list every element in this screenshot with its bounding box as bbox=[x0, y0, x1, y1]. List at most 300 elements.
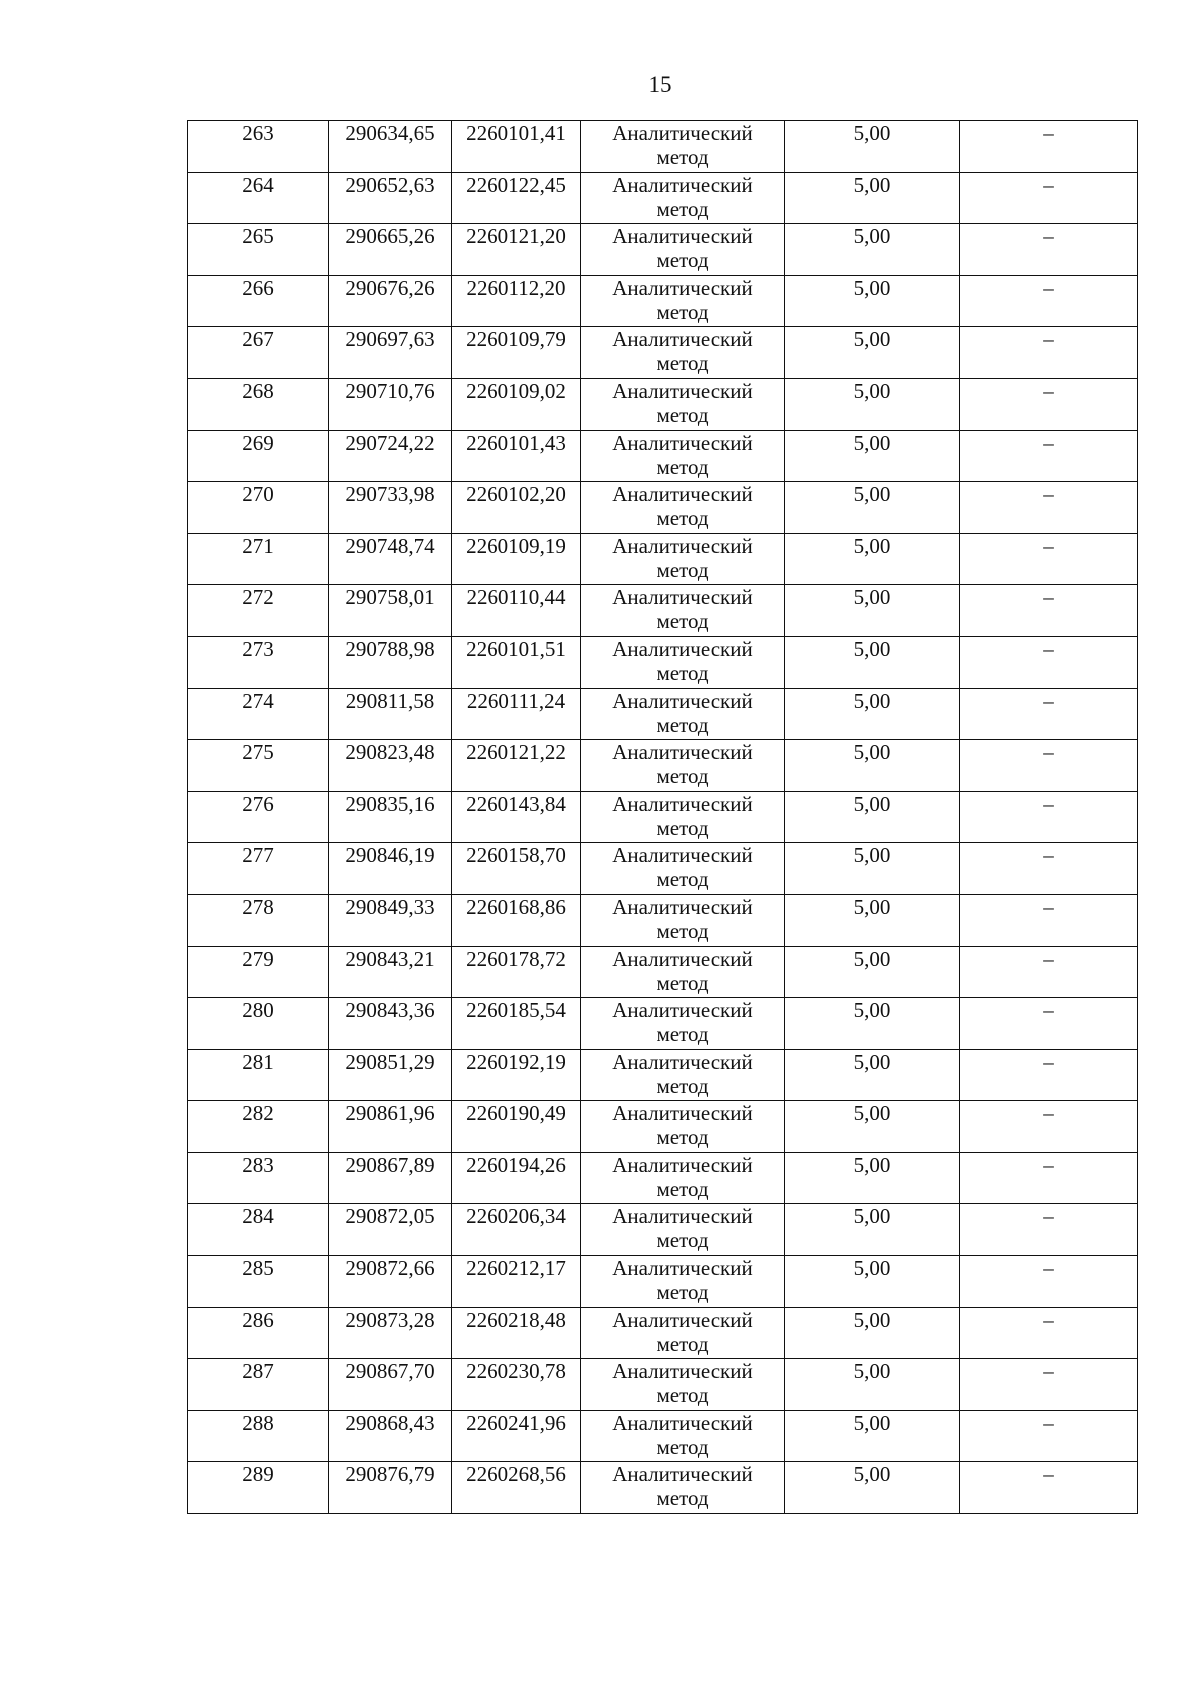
method-cell-text: Аналитический метод bbox=[612, 378, 753, 427]
table-row bbox=[188, 688, 1138, 740]
x-coordinate-cell-text: 290710,76 bbox=[345, 378, 435, 403]
x-coordinate-cell bbox=[329, 1049, 452, 1101]
extra-cell bbox=[960, 636, 1138, 688]
table-row bbox=[188, 482, 1138, 534]
extra-cell bbox=[960, 740, 1138, 792]
extra-cell bbox=[960, 275, 1138, 327]
accuracy-cell bbox=[785, 224, 960, 276]
x-coordinate-cell bbox=[329, 1152, 452, 1204]
point-number-cell bbox=[188, 1410, 329, 1462]
extra-cell bbox=[960, 791, 1138, 843]
accuracy-cell bbox=[785, 688, 960, 740]
y-coordinate-cell-text: 2260101,43 bbox=[466, 430, 566, 455]
extra-cell-text: – bbox=[1043, 894, 1054, 919]
extra-cell-text: – bbox=[1043, 1410, 1054, 1435]
y-coordinate-cell bbox=[452, 378, 581, 430]
method-cell bbox=[581, 1204, 785, 1256]
extra-cell bbox=[960, 1410, 1138, 1462]
method-cell bbox=[581, 740, 785, 792]
method-cell-text: Аналитический метод bbox=[612, 894, 753, 943]
extra-cell-text: – bbox=[1043, 791, 1054, 816]
accuracy-cell bbox=[785, 533, 960, 585]
accuracy-cell bbox=[785, 1152, 960, 1204]
accuracy-cell-text: 5,00 bbox=[853, 1462, 891, 1487]
point-number-cell bbox=[188, 1462, 329, 1514]
method-cell bbox=[581, 636, 785, 688]
accuracy-cell-text: 5,00 bbox=[853, 843, 891, 868]
method-cell bbox=[581, 1462, 785, 1514]
accuracy-cell-text: 5,00 bbox=[853, 327, 891, 352]
table-row bbox=[188, 843, 1138, 895]
table-row bbox=[188, 1462, 1138, 1514]
point-number-cell bbox=[188, 533, 329, 585]
y-coordinate-cell-text: 2260109,19 bbox=[466, 533, 566, 558]
y-coordinate-cell bbox=[452, 430, 581, 482]
point-number-cell bbox=[188, 1204, 329, 1256]
table-row bbox=[188, 636, 1138, 688]
accuracy-cell bbox=[785, 1204, 960, 1256]
table-row bbox=[188, 894, 1138, 946]
x-coordinate-cell-text: 290851,29 bbox=[345, 1049, 435, 1074]
method-cell bbox=[581, 946, 785, 998]
extra-cell-text: – bbox=[1043, 1256, 1054, 1281]
y-coordinate-cell bbox=[452, 740, 581, 792]
x-coordinate-cell-text: 290861,96 bbox=[345, 1101, 435, 1126]
table-row bbox=[188, 533, 1138, 585]
extra-cell-text: – bbox=[1043, 533, 1054, 558]
x-coordinate-cell-text: 290867,70 bbox=[345, 1359, 435, 1384]
accuracy-cell-text: 5,00 bbox=[853, 946, 891, 971]
method-cell bbox=[581, 482, 785, 534]
y-coordinate-cell bbox=[452, 791, 581, 843]
method-cell-text: Аналитический метод bbox=[612, 585, 753, 634]
coordinates-table bbox=[187, 120, 1138, 1514]
method-cell bbox=[581, 1359, 785, 1411]
y-coordinate-cell bbox=[452, 1101, 581, 1153]
x-coordinate-cell-text: 290872,05 bbox=[345, 1204, 435, 1229]
method-cell bbox=[581, 430, 785, 482]
y-coordinate-cell bbox=[452, 894, 581, 946]
method-cell bbox=[581, 843, 785, 895]
y-coordinate-cell bbox=[452, 1152, 581, 1204]
x-coordinate-cell-text: 290758,01 bbox=[345, 585, 435, 610]
y-coordinate-cell-text: 2260109,79 bbox=[466, 327, 566, 352]
y-coordinate-cell-text: 2260168,86 bbox=[466, 894, 566, 919]
method-cell-text: Аналитический метод bbox=[612, 946, 753, 995]
method-cell-text: Аналитический метод bbox=[612, 1152, 753, 1201]
y-coordinate-cell bbox=[452, 275, 581, 327]
x-coordinate-cell bbox=[329, 172, 452, 224]
point-number-cell bbox=[188, 1152, 329, 1204]
x-coordinate-cell bbox=[329, 275, 452, 327]
method-cell-text: Аналитический метод bbox=[612, 1462, 753, 1511]
x-coordinate-cell bbox=[329, 1307, 452, 1359]
method-cell-text: Аналитический метод bbox=[612, 1049, 753, 1098]
accuracy-cell-text: 5,00 bbox=[853, 791, 891, 816]
method-cell-text: Аналитический метод bbox=[612, 791, 753, 840]
accuracy-cell bbox=[785, 636, 960, 688]
point-number-cell-text: 283 bbox=[242, 1152, 274, 1177]
extra-cell-text: – bbox=[1043, 121, 1054, 145]
x-coordinate-cell-text: 290876,79 bbox=[345, 1462, 435, 1487]
point-number-cell bbox=[188, 1359, 329, 1411]
x-coordinate-cell bbox=[329, 1462, 452, 1514]
method-cell bbox=[581, 378, 785, 430]
y-coordinate-cell bbox=[452, 946, 581, 998]
y-coordinate-cell-text: 2260158,70 bbox=[466, 843, 566, 868]
method-cell bbox=[581, 121, 785, 173]
y-coordinate-cell bbox=[452, 998, 581, 1050]
method-cell bbox=[581, 275, 785, 327]
extra-cell bbox=[960, 843, 1138, 895]
accuracy-cell-text: 5,00 bbox=[853, 585, 891, 610]
x-coordinate-cell bbox=[329, 1410, 452, 1462]
x-coordinate-cell-text: 290867,89 bbox=[345, 1152, 435, 1177]
y-coordinate-cell bbox=[452, 843, 581, 895]
x-coordinate-cell-text: 290665,26 bbox=[345, 224, 435, 249]
x-coordinate-cell-text: 290843,21 bbox=[345, 946, 435, 971]
point-number-cell-text: 270 bbox=[242, 482, 274, 507]
table-row bbox=[188, 1410, 1138, 1462]
extra-cell bbox=[960, 430, 1138, 482]
y-coordinate-cell-text: 2260178,72 bbox=[466, 946, 566, 971]
extra-cell bbox=[960, 585, 1138, 637]
table-row bbox=[188, 1049, 1138, 1101]
accuracy-cell-text: 5,00 bbox=[853, 1049, 891, 1074]
extra-cell bbox=[960, 1462, 1138, 1514]
point-number-cell-text: 286 bbox=[242, 1307, 274, 1332]
accuracy-cell bbox=[785, 1307, 960, 1359]
x-coordinate-cell-text: 290634,65 bbox=[345, 121, 435, 145]
extra-cell-text: – bbox=[1043, 327, 1054, 352]
point-number-cell bbox=[188, 998, 329, 1050]
extra-cell bbox=[960, 1307, 1138, 1359]
accuracy-cell-text: 5,00 bbox=[853, 1101, 891, 1126]
method-cell-text: Аналитический метод bbox=[612, 1256, 753, 1305]
y-coordinate-cell-text: 2260212,17 bbox=[466, 1256, 566, 1281]
extra-cell bbox=[960, 1256, 1138, 1308]
x-coordinate-cell-text: 290849,33 bbox=[345, 894, 435, 919]
y-coordinate-cell-text: 2260143,84 bbox=[466, 791, 566, 816]
x-coordinate-cell bbox=[329, 1204, 452, 1256]
y-coordinate-cell bbox=[452, 1462, 581, 1514]
table-row bbox=[188, 946, 1138, 998]
y-coordinate-cell-text: 2260101,51 bbox=[466, 636, 566, 661]
accuracy-cell bbox=[785, 1256, 960, 1308]
table-row bbox=[188, 998, 1138, 1050]
accuracy-cell-text: 5,00 bbox=[853, 894, 891, 919]
accuracy-cell bbox=[785, 1359, 960, 1411]
point-number-cell-text: 271 bbox=[242, 533, 274, 558]
y-coordinate-cell bbox=[452, 636, 581, 688]
x-coordinate-cell bbox=[329, 946, 452, 998]
point-number-cell-text: 272 bbox=[242, 585, 274, 610]
x-coordinate-cell bbox=[329, 430, 452, 482]
y-coordinate-cell-text: 2260268,56 bbox=[466, 1462, 566, 1487]
y-coordinate-cell bbox=[452, 1359, 581, 1411]
x-coordinate-cell-text: 290868,43 bbox=[345, 1410, 435, 1435]
point-number-cell-text: 281 bbox=[242, 1049, 274, 1074]
table-row bbox=[188, 430, 1138, 482]
extra-cell-text: – bbox=[1043, 946, 1054, 971]
point-number-cell bbox=[188, 172, 329, 224]
method-cell-text: Аналитический метод bbox=[612, 224, 753, 273]
accuracy-cell-text: 5,00 bbox=[853, 430, 891, 455]
accuracy-cell bbox=[785, 430, 960, 482]
point-number-cell bbox=[188, 1101, 329, 1153]
table-row bbox=[188, 121, 1138, 173]
y-coordinate-cell-text: 2260194,26 bbox=[466, 1152, 566, 1177]
extra-cell bbox=[960, 946, 1138, 998]
accuracy-cell-text: 5,00 bbox=[853, 172, 891, 197]
accuracy-cell-text: 5,00 bbox=[853, 378, 891, 403]
accuracy-cell bbox=[785, 1049, 960, 1101]
accuracy-cell-text: 5,00 bbox=[853, 1410, 891, 1435]
extra-cell bbox=[960, 894, 1138, 946]
table-row bbox=[188, 378, 1138, 430]
extra-cell bbox=[960, 1152, 1138, 1204]
point-number-cell bbox=[188, 740, 329, 792]
accuracy-cell-text: 5,00 bbox=[853, 1359, 891, 1384]
x-coordinate-cell-text: 290724,22 bbox=[345, 430, 435, 455]
method-cell bbox=[581, 791, 785, 843]
y-coordinate-cell bbox=[452, 533, 581, 585]
extra-cell-text: – bbox=[1043, 1049, 1054, 1074]
method-cell bbox=[581, 1307, 785, 1359]
y-coordinate-cell-text: 2260111,24 bbox=[466, 688, 566, 713]
y-coordinate-cell bbox=[452, 1049, 581, 1101]
extra-cell-text: – bbox=[1043, 430, 1054, 455]
accuracy-cell-text: 5,00 bbox=[853, 482, 891, 507]
y-coordinate-cell-text: 2260109,02 bbox=[466, 378, 566, 403]
accuracy-cell-text: 5,00 bbox=[853, 121, 891, 145]
extra-cell bbox=[960, 1359, 1138, 1411]
point-number-cell bbox=[188, 482, 329, 534]
point-number-cell bbox=[188, 430, 329, 482]
y-coordinate-cell-text: 2260101,41 bbox=[466, 121, 566, 145]
extra-cell-text: – bbox=[1043, 1359, 1054, 1384]
point-number-cell bbox=[188, 688, 329, 740]
point-number-cell bbox=[188, 275, 329, 327]
point-number-cell bbox=[188, 894, 329, 946]
y-coordinate-cell-text: 2260192,19 bbox=[466, 1049, 566, 1074]
table-row bbox=[188, 1152, 1138, 1204]
point-number-cell-text: 279 bbox=[242, 946, 274, 971]
extra-cell bbox=[960, 1049, 1138, 1101]
extra-cell-text: – bbox=[1043, 1307, 1054, 1332]
x-coordinate-cell bbox=[329, 843, 452, 895]
point-number-cell bbox=[188, 1256, 329, 1308]
table-row bbox=[188, 585, 1138, 637]
x-coordinate-cell-text: 290652,63 bbox=[345, 172, 435, 197]
coordinates-table-body bbox=[188, 121, 1138, 1514]
accuracy-cell bbox=[785, 482, 960, 534]
accuracy-cell bbox=[785, 121, 960, 173]
method-cell-text: Аналитический метод bbox=[612, 740, 753, 789]
method-cell bbox=[581, 1101, 785, 1153]
extra-cell-text: – bbox=[1043, 1204, 1054, 1229]
extra-cell bbox=[960, 998, 1138, 1050]
method-cell-text: Аналитический метод bbox=[612, 533, 753, 582]
x-coordinate-cell bbox=[329, 1359, 452, 1411]
point-number-cell-text: 284 bbox=[242, 1204, 274, 1229]
y-coordinate-cell-text: 2260190,49 bbox=[466, 1101, 566, 1126]
method-cell-text: Аналитический метод bbox=[612, 327, 753, 376]
point-number-cell bbox=[188, 791, 329, 843]
x-coordinate-cell bbox=[329, 378, 452, 430]
method-cell bbox=[581, 172, 785, 224]
y-coordinate-cell bbox=[452, 585, 581, 637]
extra-cell bbox=[960, 378, 1138, 430]
extra-cell-text: – bbox=[1043, 740, 1054, 765]
y-coordinate-cell-text: 2260218,48 bbox=[466, 1307, 566, 1332]
point-number-cell-text: 288 bbox=[242, 1410, 274, 1435]
extra-cell-text: – bbox=[1043, 224, 1054, 249]
method-cell-text: Аналитический метод bbox=[612, 1307, 753, 1356]
y-coordinate-cell-text: 2260230,78 bbox=[466, 1359, 566, 1384]
point-number-cell-text: 269 bbox=[242, 430, 274, 455]
extra-cell bbox=[960, 224, 1138, 276]
x-coordinate-cell-text: 290872,66 bbox=[345, 1256, 435, 1281]
x-coordinate-cell-text: 290748,74 bbox=[345, 533, 435, 558]
method-cell-text: Аналитический метод bbox=[612, 1101, 753, 1150]
accuracy-cell-text: 5,00 bbox=[853, 688, 891, 713]
method-cell bbox=[581, 998, 785, 1050]
method-cell bbox=[581, 894, 785, 946]
extra-cell-text: – bbox=[1043, 275, 1054, 300]
y-coordinate-cell bbox=[452, 172, 581, 224]
accuracy-cell bbox=[785, 378, 960, 430]
x-coordinate-cell bbox=[329, 482, 452, 534]
x-coordinate-cell bbox=[329, 740, 452, 792]
point-number-cell-text: 268 bbox=[242, 378, 274, 403]
x-coordinate-cell bbox=[329, 327, 452, 379]
method-cell bbox=[581, 1049, 785, 1101]
x-coordinate-cell bbox=[329, 791, 452, 843]
x-coordinate-cell-text: 290835,16 bbox=[345, 791, 435, 816]
method-cell-text: Аналитический метод bbox=[612, 121, 753, 169]
point-number-cell-text: 266 bbox=[242, 275, 274, 300]
method-cell-text: Аналитический метод bbox=[612, 1204, 753, 1253]
point-number-cell-text: 278 bbox=[242, 894, 274, 919]
accuracy-cell bbox=[785, 791, 960, 843]
method-cell-text: Аналитический метод bbox=[612, 1359, 753, 1408]
x-coordinate-cell bbox=[329, 688, 452, 740]
x-coordinate-cell-text: 290811,58 bbox=[345, 688, 435, 713]
x-coordinate-cell-text: 290676,26 bbox=[345, 275, 435, 300]
x-coordinate-cell-text: 290823,48 bbox=[345, 740, 435, 765]
method-cell bbox=[581, 585, 785, 637]
point-number-cell-text: 275 bbox=[242, 740, 274, 765]
y-coordinate-cell bbox=[452, 1204, 581, 1256]
x-coordinate-cell-text: 290846,19 bbox=[345, 843, 435, 868]
accuracy-cell bbox=[785, 1462, 960, 1514]
extra-cell bbox=[960, 121, 1138, 173]
method-cell bbox=[581, 1410, 785, 1462]
x-coordinate-cell bbox=[329, 1101, 452, 1153]
accuracy-cell bbox=[785, 275, 960, 327]
accuracy-cell-text: 5,00 bbox=[853, 1152, 891, 1177]
accuracy-cell bbox=[785, 1410, 960, 1462]
method-cell-text: Аналитический метод bbox=[612, 172, 753, 221]
extra-cell-text: – bbox=[1043, 482, 1054, 507]
extra-cell bbox=[960, 172, 1138, 224]
y-coordinate-cell bbox=[452, 482, 581, 534]
point-number-cell-text: 276 bbox=[242, 791, 274, 816]
x-coordinate-cell bbox=[329, 533, 452, 585]
x-coordinate-cell-text: 290733,98 bbox=[345, 482, 435, 507]
table-row bbox=[188, 1359, 1138, 1411]
x-coordinate-cell-text: 290843,36 bbox=[345, 998, 435, 1023]
table-row bbox=[188, 327, 1138, 379]
accuracy-cell bbox=[785, 172, 960, 224]
method-cell bbox=[581, 533, 785, 585]
method-cell-text: Аналитический метод bbox=[612, 688, 753, 737]
point-number-cell-text: 267 bbox=[242, 327, 274, 352]
point-number-cell-text: 282 bbox=[242, 1101, 274, 1126]
y-coordinate-cell-text: 2260110,44 bbox=[466, 585, 566, 610]
point-number-cell bbox=[188, 1307, 329, 1359]
accuracy-cell-text: 5,00 bbox=[853, 998, 891, 1023]
table-row bbox=[188, 275, 1138, 327]
point-number-cell-text: 264 bbox=[242, 172, 274, 197]
table-row bbox=[188, 224, 1138, 276]
accuracy-cell-text: 5,00 bbox=[853, 275, 891, 300]
point-number-cell-text: 287 bbox=[242, 1359, 274, 1384]
y-coordinate-cell-text: 2260122,45 bbox=[466, 172, 566, 197]
method-cell bbox=[581, 688, 785, 740]
accuracy-cell-text: 5,00 bbox=[853, 636, 891, 661]
y-coordinate-cell-text: 2260241,96 bbox=[466, 1410, 566, 1435]
y-coordinate-cell-text: 2260185,54 bbox=[466, 998, 566, 1023]
method-cell bbox=[581, 1256, 785, 1308]
table-row bbox=[188, 740, 1138, 792]
extra-cell-text: – bbox=[1043, 585, 1054, 610]
point-number-cell bbox=[188, 121, 329, 173]
point-number-cell bbox=[188, 378, 329, 430]
x-coordinate-cell bbox=[329, 894, 452, 946]
accuracy-cell bbox=[785, 585, 960, 637]
x-coordinate-cell-text: 290788,98 bbox=[345, 636, 435, 661]
extra-cell-text: – bbox=[1043, 172, 1054, 197]
accuracy-cell-text: 5,00 bbox=[853, 1204, 891, 1229]
accuracy-cell bbox=[785, 894, 960, 946]
table-row bbox=[188, 172, 1138, 224]
accuracy-cell-text: 5,00 bbox=[853, 224, 891, 249]
y-coordinate-cell bbox=[452, 1307, 581, 1359]
x-coordinate-cell bbox=[329, 1256, 452, 1308]
point-number-cell-text: 277 bbox=[242, 843, 274, 868]
point-number-cell bbox=[188, 585, 329, 637]
extra-cell bbox=[960, 327, 1138, 379]
y-coordinate-cell bbox=[452, 1410, 581, 1462]
accuracy-cell bbox=[785, 1101, 960, 1153]
accuracy-cell bbox=[785, 998, 960, 1050]
point-number-cell bbox=[188, 636, 329, 688]
point-number-cell-text: 274 bbox=[242, 688, 274, 713]
extra-cell-text: – bbox=[1043, 1101, 1054, 1126]
method-cell bbox=[581, 327, 785, 379]
y-coordinate-cell bbox=[452, 224, 581, 276]
page-number: 15 bbox=[648, 72, 672, 97]
x-coordinate-cell bbox=[329, 636, 452, 688]
accuracy-cell bbox=[785, 740, 960, 792]
table-row bbox=[188, 1307, 1138, 1359]
extra-cell bbox=[960, 688, 1138, 740]
x-coordinate-cell bbox=[329, 998, 452, 1050]
method-cell-text: Аналитический метод bbox=[612, 998, 753, 1047]
extra-cell-text: – bbox=[1043, 998, 1054, 1023]
